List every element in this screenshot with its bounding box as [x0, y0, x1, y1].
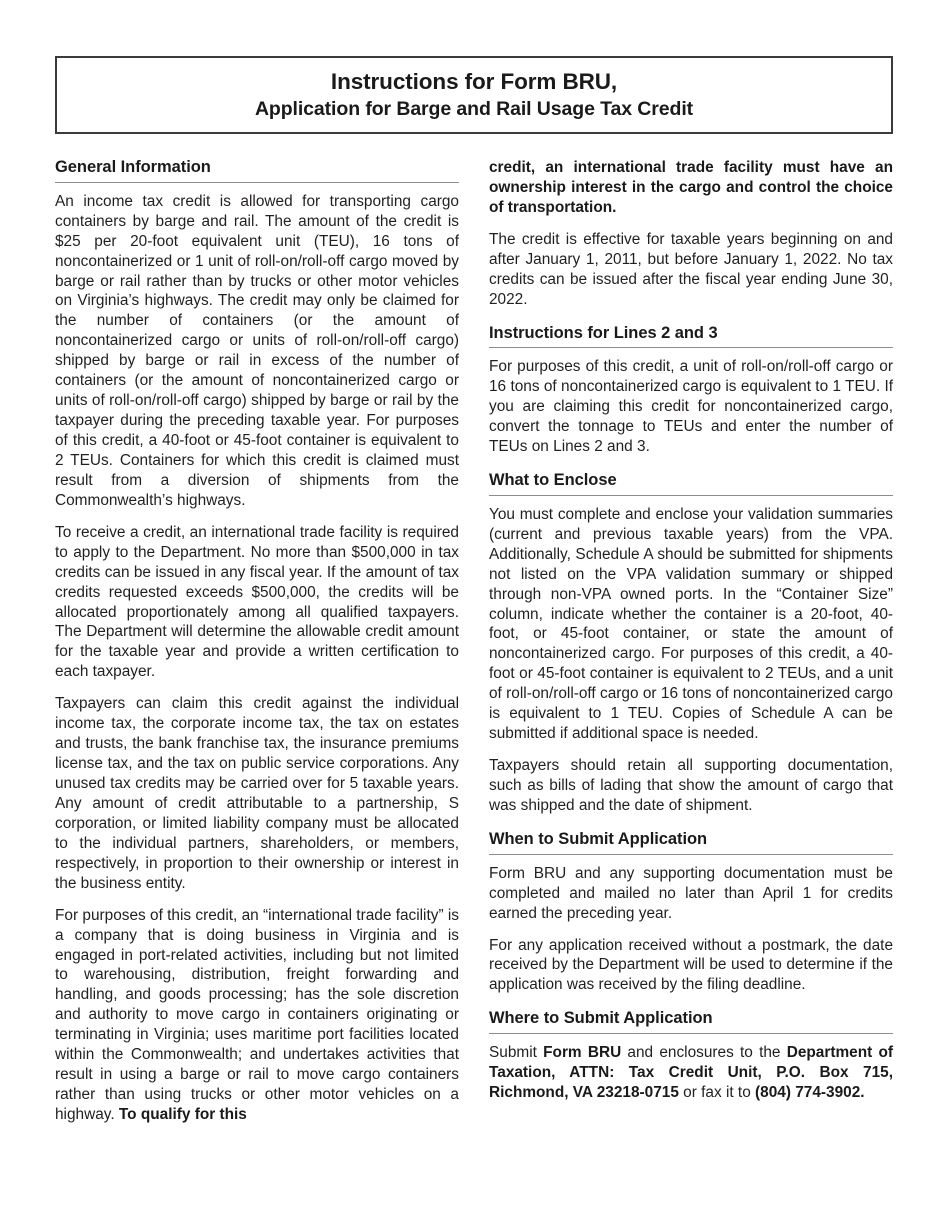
- paragraph-credit-overview: An income tax credit is allowed for transporting cargo containers by barge and rail. The amount of the credit is $25 per 20-foot equivalent unit (TEU), 16 tons of noncontainerized or 1 unit of roll-on/roll-off cargo moved by barge or rail rather than by trucks or other motor vehicles on Virginia’s highways. The credit may only be claimed for the number of containers (or the amount of noncontainerized cargo or units of roll-on/roll-off cargo) shipped by barge or rail in excess of the number of containers (or the amount of noncontainerized cargo or units of roll-on/roll-off cargo) shipped by barge or rail by the taxpayer during the preceding taxable year. For purposes of this credit, a 40-foot or 45-foot container is equivalent to 2 TEUs. Containers for which this credit is claimed must result from a diversion of shipments from the Commonwealth’s highways.: [55, 192, 459, 509]
- section-general-information: [55, 158, 459, 1125]
- heading-rule: [489, 1033, 893, 1034]
- fax-prefix-text: or fax it to: [678, 1084, 756, 1101]
- qualification-continuation-bold-text: credit, an international trade facility must have an ownership interest in the cargo and control the choice of transportation.: [489, 159, 893, 216]
- department-address: Department of Taxation, ATTN: Tax Credit Unit, P.O. Box 715, Richmond, VA 23218-0715: [489, 1044, 893, 1101]
- heading-rule: [489, 854, 893, 855]
- submit-prefix-text: Submit: [489, 1044, 544, 1062]
- right-column: [489, 158, 893, 1125]
- paragraph-validation-summaries: You must complete and enclose your validation summaries (current and previous taxable years) from the VPA. Additionally, Schedule A should be submitted for shipments not listed on the VPA validation summary or shipped through non-VPA owned ports. In the “Container Size” column, indicate whether the container is a 20-foot, 40-foot, or 45-foot container, or state the amount of noncontainerized cargo. For purposes of this credit, a 40-foot or 45-foot container is equivalent to 2 TEUs, and a unit of roll-on/roll-off cargo or 16 tons of noncontainerized cargo is equivalent to 1 TEU. Copies of Schedule A can be submitted if additional space is needed.: [489, 505, 893, 743]
- left-column: [55, 158, 459, 1125]
- heading-rule: [489, 347, 893, 348]
- paragraph-filing-deadline: Form BRU and any supporting documentation must be completed and mailed no later than April 1 for credits earned the preceding year.: [489, 864, 893, 922]
- section-what-to-enclose: [489, 471, 893, 816]
- paragraph-no-postmark: For any application received without a postmark, the date received by the Department will be used to determine if the application was received by the filing deadline.: [489, 936, 893, 994]
- document-title-line-2: Application for Barge and Rail Usage Tax Credit: [254, 98, 694, 121]
- document-title-line-1: Instructions for Form BRU,: [330, 68, 618, 94]
- section-heading-what-to-enclose: What to Enclose: [489, 471, 617, 490]
- paragraph-application-cap: To receive a credit, an international trade facility is required to apply to the Department. No more than $500,000 in tax credits can be issued in any fiscal year. If the amount of tax credits requested exceeds $500,000, the credits will be allocated proportionately among all qualified taxpayers. The Department will determine the allowable credit amount for the taxable year and provide a written certification to each taxpayer.: [55, 523, 459, 681]
- section-heading-instructions-lines-2-3: Instructions for Lines 2 and 3: [489, 323, 718, 342]
- paragraph-teu-conversion: For purposes of this credit, a unit of roll-on/roll-off cargo or 16 tons of noncontainerized cargo is equivalent to 1 TEU. If you are claiming this credit for noncontainerized cargo, convert the tonnage to TEUs and enter the number of TEUs on Lines 2 and 3.: [489, 358, 893, 456]
- paragraph-trade-facility-definition: [55, 906, 459, 1125]
- enclosures-text: and enclosures to the: [621, 1044, 787, 1062]
- heading-rule: [55, 182, 459, 183]
- section-instructions-lines-2-3: [489, 324, 893, 457]
- heading-rule: [489, 495, 893, 496]
- section-heading-where-to-submit: Where to Submit Application: [489, 1009, 713, 1028]
- paragraph-qualification-continuation: [489, 158, 893, 218]
- trade-facility-definition-text: For purposes of this credit, an “international trade facility” is a company that is doing business in Virginia and is engaged in port-related activities, including but not limited to warehousing, distribution, freight forwarding and handling, and goods processing; has the sole discretion and authority to move cargo in containers originating or terminating in Virginia; uses maritime port facilities located within the Commonwealth; and undertakes activities that result in using a barge or rail to move cargo containers rather than using trucks or other motor vehicles on a highway.: [55, 906, 459, 1124]
- paragraph-eligible-taxes: Taxpayers can claim this credit against the individual income tax, the corporate income tax, the tax on estates and trusts, the bank franchise tax, the insurance premiums license tax, and the tax on public service corporations. Any unused tax credits may be carried over for 5 taxable years. Any amount of credit attributable to a partnership, S corporation, or limited liability company must be allocated to the individual partners, shareholders, or members, respectively, in proportion to their ownership or interest in the business entity.: [55, 695, 459, 892]
- section-when-to-submit: [489, 830, 893, 995]
- form-bru-label: Form BRU: [543, 1044, 622, 1062]
- section-heading-general-information: General Information: [55, 158, 211, 176]
- section-heading-when-to-submit: When to Submit Application: [489, 829, 708, 848]
- section-where-to-submit: [489, 1009, 893, 1103]
- trade-facility-definition-bold-tail: To qualify for this: [118, 1106, 247, 1124]
- fax-number: (804) 774-3902.: [755, 1084, 865, 1101]
- paragraph-effective-dates: The credit is effective for taxable years beginning on and after January 1, 2011, but before January 1, 2022. No tax credits can be issued after the fiscal year ending June 30, 2022.: [489, 230, 893, 308]
- document-title-box: [55, 56, 893, 134]
- two-column-layout: [55, 158, 893, 1125]
- paragraph-mailing-address: [489, 1043, 893, 1103]
- paragraph-retain-documentation: Taxpayers should retain all supporting documentation, such as bills of lading that show the amount of cargo that was shipped and the date of shipment.: [489, 757, 893, 814]
